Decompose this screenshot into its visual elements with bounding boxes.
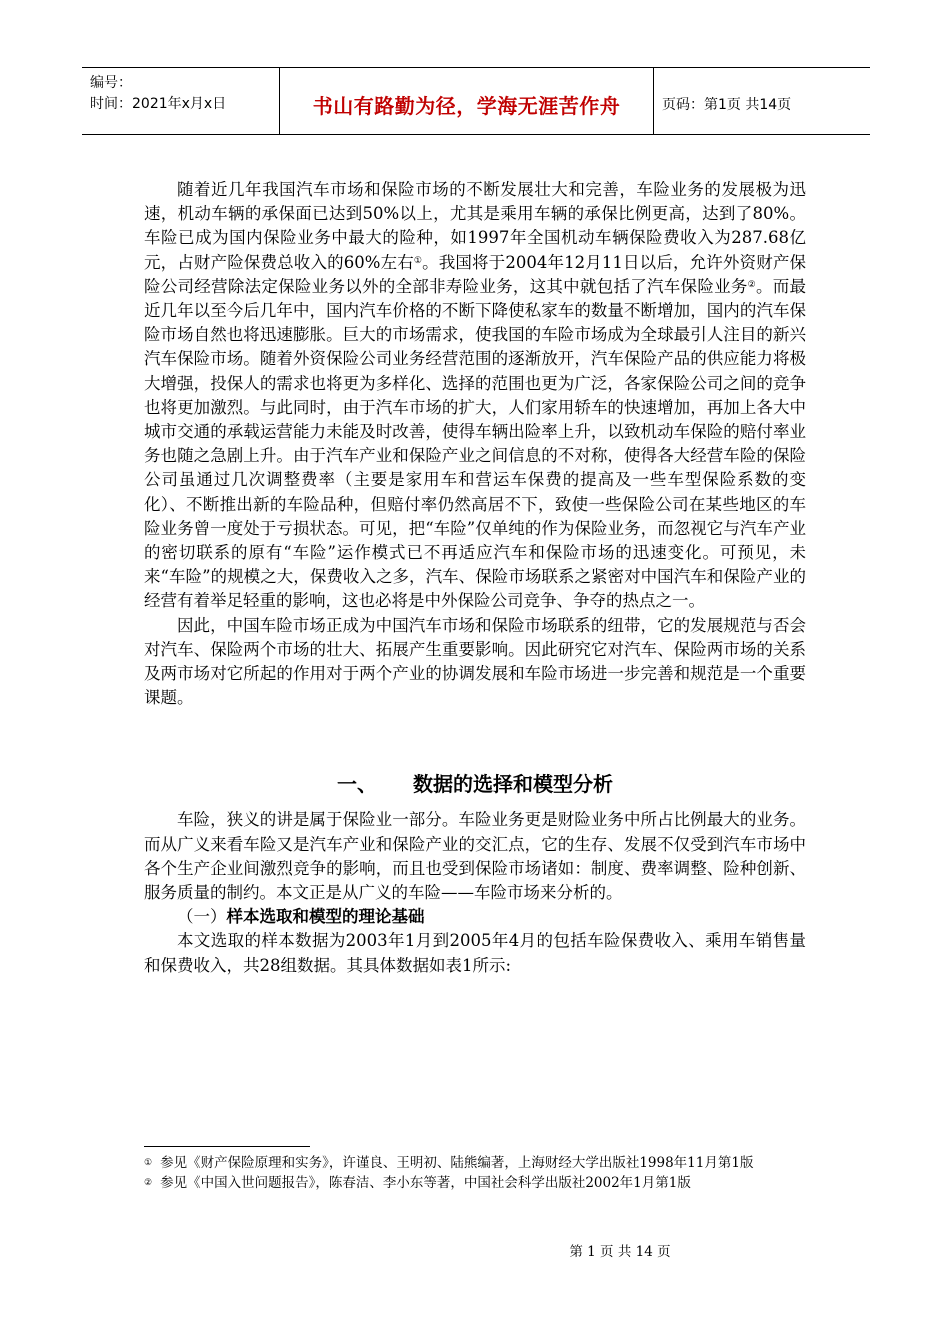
subsection-number: （一）: [177, 907, 227, 927]
section-number: 一、: [337, 772, 377, 797]
document-body: [144, 178, 806, 978]
subsection-paragraph: 本文选取的样本数据为2003年1月到2005年4月的包括车险保费收入、乘用车销售量和保费收入，共28组数据。其具体数据如表1所示:: [144, 931, 806, 975]
footnote-2-text: 参见《中国入世问题报告》，陈春洁、李小东等著，中国社会科学出版社2002年1月第1版: [160, 1175, 691, 1191]
document-header: [82, 67, 870, 135]
footnotes: [144, 1146, 806, 1193]
footnote-2-mark: ②: [144, 1178, 153, 1188]
footnote-1: [144, 1153, 806, 1173]
intro-paragraph-1-part2: 。我国将于2004年12月11日以后，允许外资财产保险公司经营除法定保险业务以外的全部非寿险业务，这其中就包括了汽车保险业务: [144, 252, 806, 296]
section-heading: [144, 770, 806, 798]
footnote-divider: [144, 1146, 310, 1147]
header-page-info: 页码：第1页 共14页: [662, 97, 792, 113]
footnote-ref-2[interactable]: ②: [747, 279, 756, 290]
intro-paragraph-1: [144, 178, 806, 614]
document-number-label: 编号：: [90, 75, 132, 91]
footnote-1-text: 参见《财产保险原理和实务》，许谨良、王明初、陆熊编著，上海财经大学出版社1998年11月第1版: [160, 1155, 754, 1171]
subsection-heading: [144, 905, 806, 929]
intro-paragraph-2: 因此，中国车险市场正成为中国汽车市场和保险市场联系的纽带，它的发展规范与否会对汽车、保险两个市场的壮大、拓展产生重要影响。因此研究它对汽车、保险两市场的关系及两市场对它所起的作用对于两个产业的协调发展和车险市场进一步完善和规范是一个重要课题。: [144, 615, 806, 708]
footnote-ref-1[interactable]: ①: [413, 255, 423, 266]
document-time-label: 时间：2021年x月x日: [90, 96, 227, 112]
page-number: 第 1 页 共 14 页: [569, 1244, 671, 1260]
header-meta-cell: [82, 68, 280, 134]
section-paragraph: 车险，狭义的讲是属于保险业一部分。车险业务更是财险业务中所占比例最大的业务。而从广义来看车险又是汽车产业和保险产业的交汇点，它的生存、发展不仅受到汽车市场中各个生产企业间激烈竞争的影响，而且也受到保险市场诸如：制度、费率调整、险种创新、服务质量的制约。本文正是从广义的车险——车险市场来分析的。: [144, 810, 806, 903]
intro-paragraph-1-part1: 随着近几年我国汽车市场和保险市场的不断发展壮大和完善，车险业务的发展极为迅速，机动车辆的承保面已达到50%以上，尤其是乘用车辆的承保比例更高，达到了80%。车险已成为国内保险业务中最大的险种，如1997年全国机动车辆保险费收入为287.68亿元，占财产险保费总收入的60%左右: [144, 180, 806, 272]
footnote-1-mark: ①: [144, 1158, 153, 1168]
section-title: 数据的选择和模型分析: [413, 772, 613, 797]
intro-paragraph-1-part3: 。而最近几年以至今后几年中，国内汽车价格的不断下降使私家车的数量不断增加，国内的汽车保险市场自然也将迅速膨胀。巨大的市场需求，使我国的车险市场成为全球最引人注目的新兴汽车保险市场。随着外资保险公司业务经营范围的逐渐放开，汽车保险产品的供应能力将极大增强，投保人的需求也将更为多样化、选择的范围也更为广泛，各家保险公司之间的竞争也将更加激烈。与此同时，由于汽车市场的扩大，人们家用轿车的快速增加，再加上各大中城市交通的承载运营能力未能及时改善，使得车辆出险率上升，以致机动车保险的赔付率业务也随之急剧上升。由于汽车产业和保险产业之间信息的不对称，使得各大经营车险的保险公司虽通过几次调整费率（主要是家用车和营运车保费的提高及一些车型保险系数的变化）、不断推出新的车险品种，但赔付率仍然高居不下，致使一些保险公司在某些地区的车险业务曾一度处于亏损状态。可见，把“车险”仅单纯的作为保险业务，而忽视它与汽车产业的密切联系的原有“车险”运作模式已不再适应汽车和保险市场的迅速变化。可预见，未来“车险”的规模之大，保费收入之多，汽车、保险市场联系之紧密对中国汽车和保险产业的经营有着举足轻重的影响，这也必将是中外保险公司竞争、争夺的热点之一。: [144, 276, 807, 611]
header-motto: 书山有路勤为径，学海无涯苦作舟: [280, 68, 654, 134]
footnote-2: [144, 1173, 806, 1193]
subsection-title: 样本选取和模型的理论基础: [226, 907, 425, 927]
page-footer: [0, 1240, 950, 1260]
